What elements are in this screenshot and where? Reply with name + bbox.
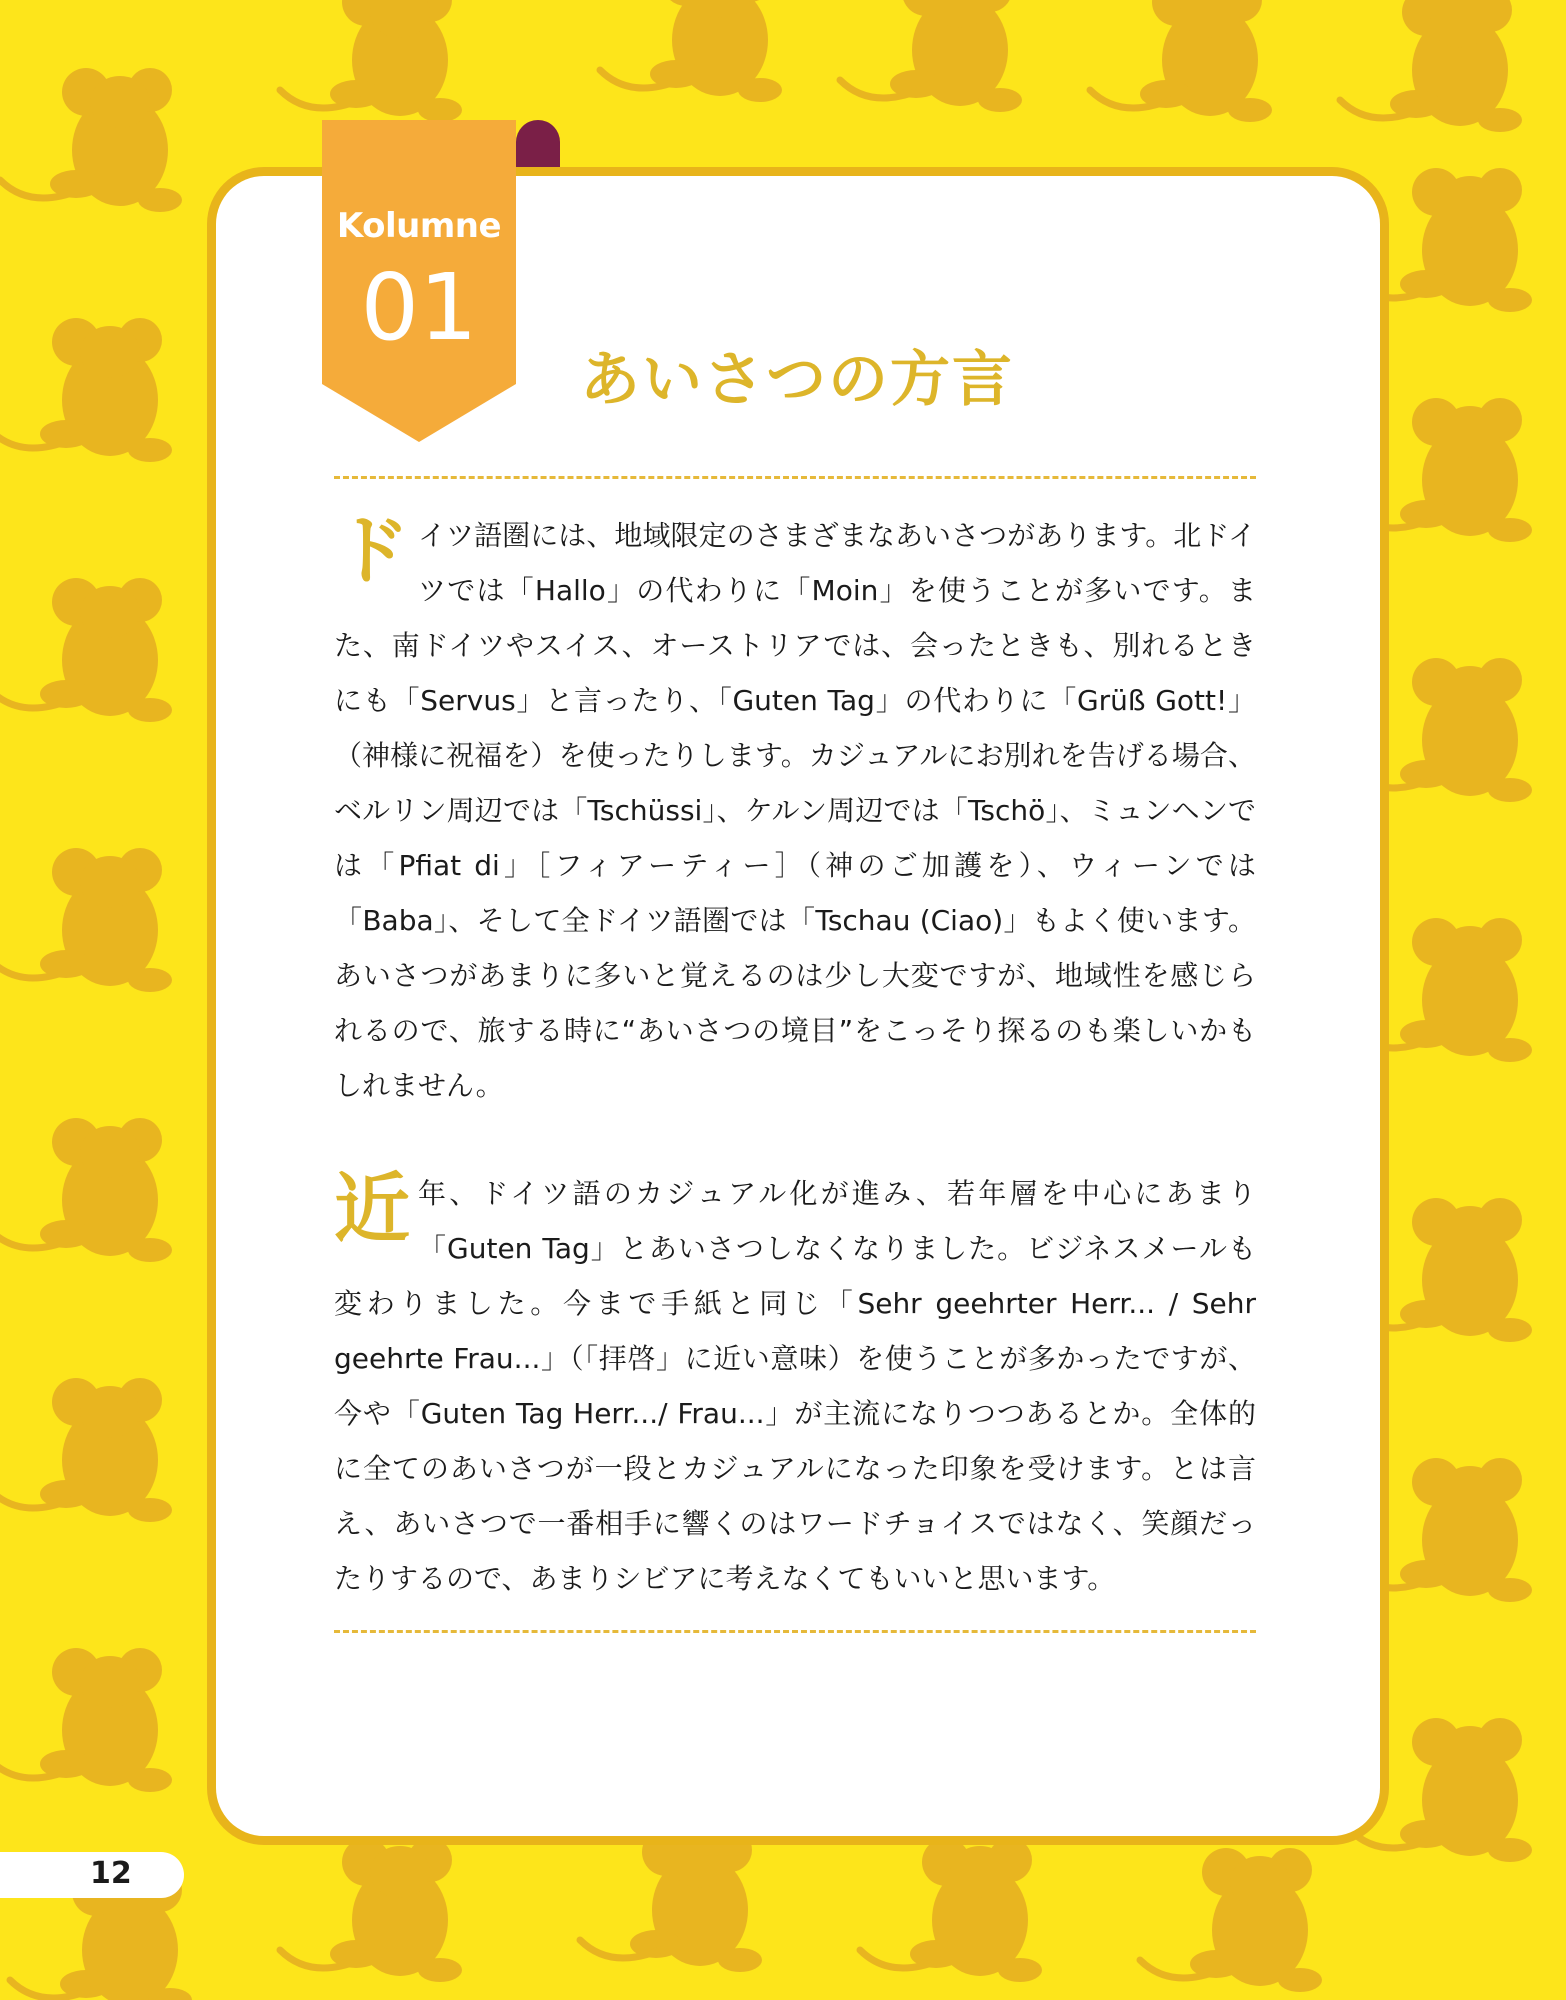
dropcap-1: ド [334, 506, 410, 595]
page-title: あいさつの方言 [580, 345, 1014, 415]
paragraph-1-text: イツ語圏には、地域限定のさまざまなあいさつがあります。北ドイツでは「Hallo」の代わりに「Moin」を使うことが多いです。また、南ドイツやスイス、オーストリアでは、会ったときも、別れるときにも「Servus」と言ったり、「Guten Tag」の代わりに「Grüß Gott!」（神様に祝福を）を使ったりします。カジュアルにお別れを告げる場合、ベルリン周辺では「Tschüssi」、ケルン周辺では「Tschö」、ミュンヘンでは「Pfiat di」［フィアーティー］（神のご加護を）、ウィーンでは「Baba」、そして全ドイツ語圏では「Tschau (Ciao)」もよく使います。あいさつがあまりに多いと覚えるのは少し大変ですが、地域性を感じられるので、旅する時に“あいさつの境目”をこっそり探るのも楽しいかもしれません。 [334, 519, 1256, 1102]
column-label: Kolumne [336, 206, 502, 246]
tab-fold-corner [516, 120, 560, 180]
dropcap-2: 近 [334, 1164, 410, 1253]
paragraph-2-text: 年、ドイツ語のカジュアル化が進み、若年層を中心にあまり「Guten Tag」とあいさつしなくなりました。ビジネスメールも変わりました。今まで手紙と同じ「Sehr geehrter Herr... / Sehr geehrte Frau...」（「拝啓」に近い意味）を使うことが多かったですが、今や「Guten Tag Herr.../ Frau...」が主流になりつつあるとか。全体的に全てのあいさつが一段とカジュアルになった印象を受けます。とは言え、あいさつで一番相手に響くのはワードチョイスではなく、笑顔だったりするので、あまりシビアに考えなくてもいいと思います。 [334, 1177, 1256, 1595]
paragraph-1 [334, 508, 1256, 1113]
column-badge [322, 120, 516, 444]
column-number: 01 [360, 254, 478, 361]
top-divider [334, 476, 1256, 479]
page-number: 12 [90, 1856, 132, 1891]
paragraph-2 [334, 1166, 1256, 1606]
bottom-divider [334, 1630, 1256, 1633]
